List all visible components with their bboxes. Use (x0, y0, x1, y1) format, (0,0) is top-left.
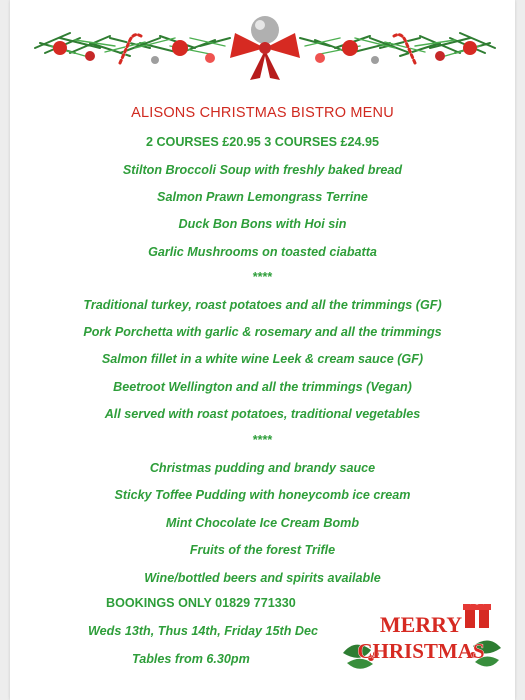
bookings-line: BOOKINGS ONLY 01829 771330 (106, 596, 296, 610)
merry-christmas-badge (343, 598, 501, 676)
dessert-item: Sticky Toffee Pudding with honeycomb ice cream (114, 488, 411, 502)
badge-line-1: MERRY (379, 612, 463, 637)
main-item: Salmon fillet in a white wine Leek & cream sauce (GF) (101, 352, 424, 366)
section-divider: **** (252, 270, 273, 284)
main-item: All served with roast potatoes, traditional vegetables (104, 407, 421, 421)
dessert-item: Mint Chocolate Ice Cream Bomb (165, 516, 360, 530)
section-divider: **** (252, 433, 273, 447)
menu-poster (10, 0, 515, 700)
gift-box-icon (463, 600, 491, 628)
course-prices: 2 COURSES £20.95 3 COURSES £24.95 (145, 135, 380, 149)
christmas-garland-icon (30, 8, 500, 88)
starter-item: Salmon Prawn Lemongrass Terrine (157, 190, 368, 204)
main-item: Pork Porchetta with garlic & rosemary and all the trimmings (83, 325, 442, 339)
dessert-item: Christmas pudding and brandy sauce (149, 461, 376, 475)
menu-title: ALISONS CHRISTMAS BISTRO MENU (131, 105, 394, 121)
dates-line: Weds 13th, Thus 14th, Friday 15th Dec (88, 624, 319, 638)
starter-item: Duck Bon Bons with Hoi sin (178, 217, 347, 231)
starter-item: Garlic Mushrooms on toasted ciabatta (148, 245, 377, 259)
starter-item: Stilton Broccoli Soup with freshly baked bread (122, 163, 403, 177)
dessert-item: Fruits of the forest Trifle (189, 543, 336, 557)
main-item: Traditional turkey, roast potatoes and all the trimmings (GF) (83, 298, 442, 312)
tables-line: Tables from 6.30pm (132, 652, 250, 666)
badge-line-2: CHRISTMAS (357, 639, 485, 663)
drinks-note: Wine/bottled beers and spirits available (144, 571, 381, 585)
main-item: Beetroot Wellington and all the trimmings (Vegan) (113, 380, 412, 394)
